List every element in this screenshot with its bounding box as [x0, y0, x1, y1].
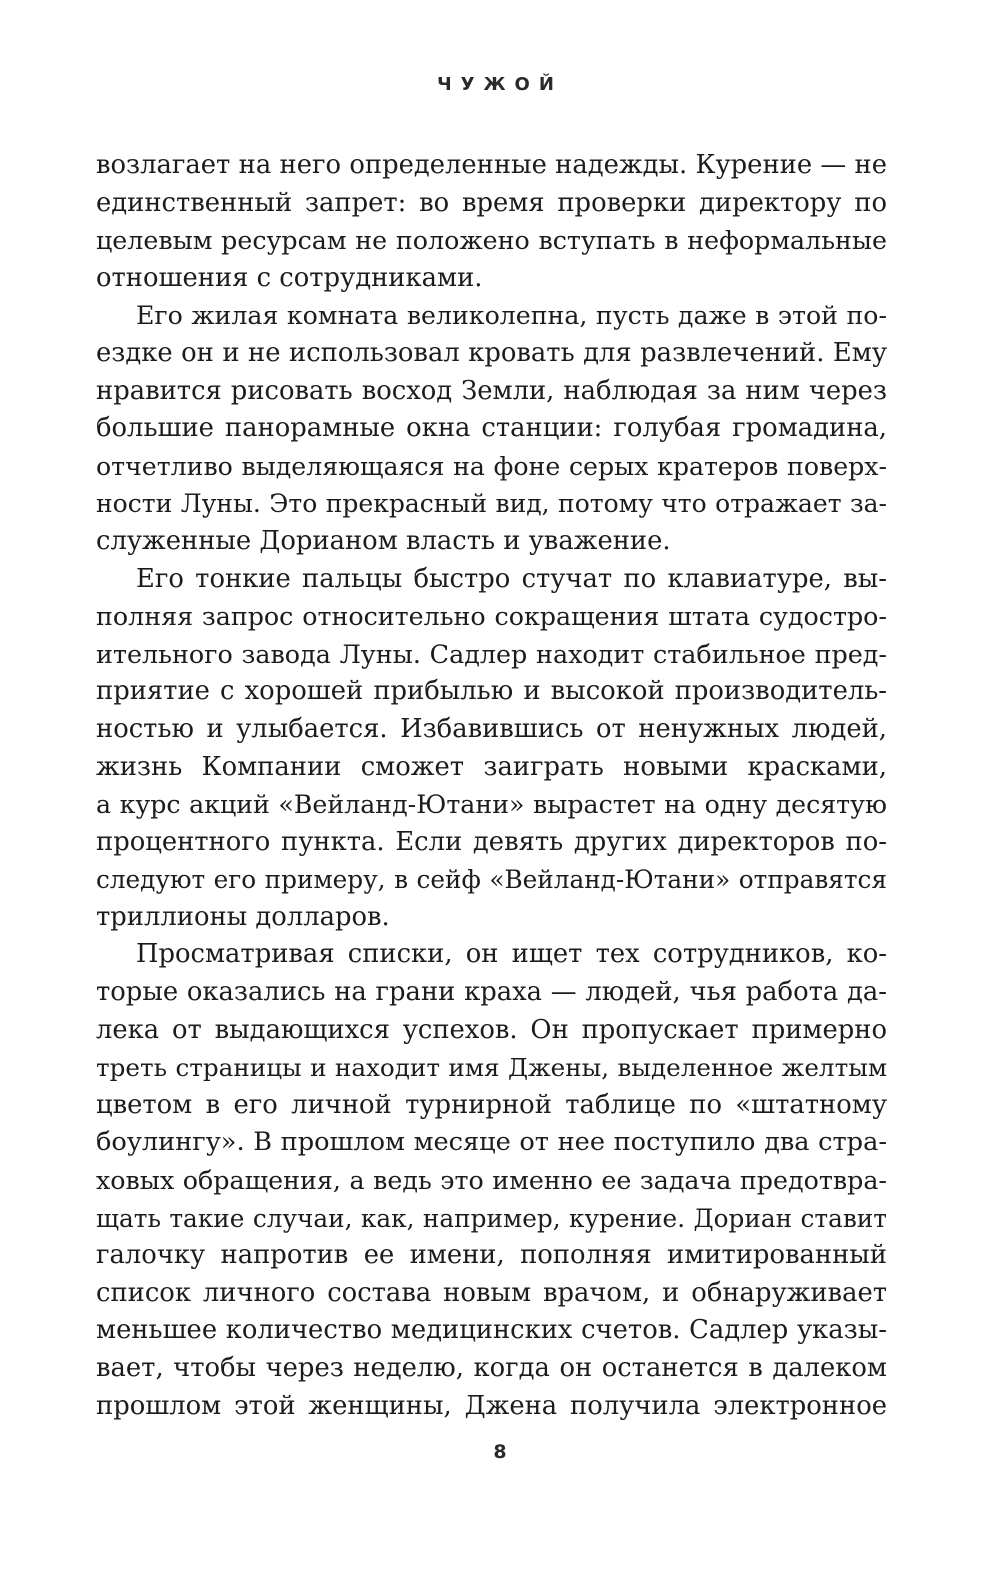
text-line: цветом в его личной турнирной таблице по «штатному	[96, 1089, 887, 1120]
text-line: лека от выдающихся успехов. Он пропускает примерно	[96, 1014, 887, 1045]
text-line: Его жилая комната великолепна, пусть даже в этой по-	[136, 301, 887, 331]
text-line: возлагает на него определенные надежды. Курение — не	[96, 150, 887, 180]
text-line: торые оказались на грани краха — людей, чья работа да-	[96, 977, 887, 1008]
text-line: меньшее количество медицинских счетов. Садлер указы-	[96, 1315, 887, 1346]
text-line: единственный запрет: во время проверки директору по	[96, 187, 887, 218]
text-line: щать такие случаи, как, например, курение. Дориан ставит	[96, 1203, 887, 1233]
text-line: ительного завода Луны. Садлер находит стабильное пред-	[96, 638, 887, 669]
text-line: треть страницы и находит имя Джены, выделенное желтым	[96, 1053, 887, 1083]
text-line: целевым ресурсам не положено вступать в неформальные	[96, 225, 887, 256]
text-line: триллионы долларов.	[96, 901, 390, 932]
text-line: список личного состава новым врачом, и обнаруживает	[96, 1277, 887, 1308]
text-line: приятие с хорошей прибылью и высокой производитель-	[96, 676, 887, 707]
text-line: ховых обращения, а ведь это именно ее задача предотвра-	[96, 1165, 887, 1196]
text-line: служенные Дорианом власть и уважение.	[96, 525, 671, 556]
text-line: процентного пункта. Если девять других директоров по-	[96, 826, 887, 857]
text-line: большие панорамные окна станции: голубая громадина,	[96, 413, 887, 444]
text-line: Его тонкие пальцы быстро стучат по клавиатуре, вы-	[136, 563, 887, 594]
text-line: ездке он и не использовал кровать для развлечений. Ему	[96, 337, 887, 368]
text-line: нравится рисовать восход Земли, наблюдая за ним через	[96, 375, 887, 406]
text-line: ности Луны. Это прекрасный вид, потому что отражает за-	[96, 489, 887, 519]
text-line: следуют его примеру, в сейф «Вейланд-Ютани» отправятся	[96, 865, 887, 895]
running-title: ЧУЖОЙ	[437, 74, 563, 95]
text-line: отчетливо выделяющаяся на фоне серых кратеров поверх-	[96, 451, 887, 481]
body-text	[96, 147, 887, 1425]
text-line: ностью и улыбается. Избавившись от ненужных людей,	[96, 713, 887, 744]
text-line: отношения с сотрудниками.	[96, 262, 483, 293]
text-line: а курс акций «Вейланд-Ютани» вырастет на одну десятую	[96, 790, 887, 820]
text-line: жизнь Компании сможет заиграть новыми красками,	[96, 751, 887, 782]
page-number: 8	[493, 1441, 507, 1463]
text-line: Просматривая списки, он ищет тех сотрудников, ко-	[136, 939, 887, 970]
text-line: вает, чтобы через неделю, когда он останется в далеком	[96, 1353, 887, 1383]
text-line: боулингу». В прошлом месяце от нее поступило два стра-	[96, 1127, 887, 1158]
text-line: полняя запрос относительно сокращения штата судостро-	[96, 601, 887, 632]
text-line: галочку напротив ее имени, пополняя имитированный	[96, 1240, 887, 1271]
text-line: прошлом этой женщины, Джена получила электронное	[96, 1390, 887, 1421]
